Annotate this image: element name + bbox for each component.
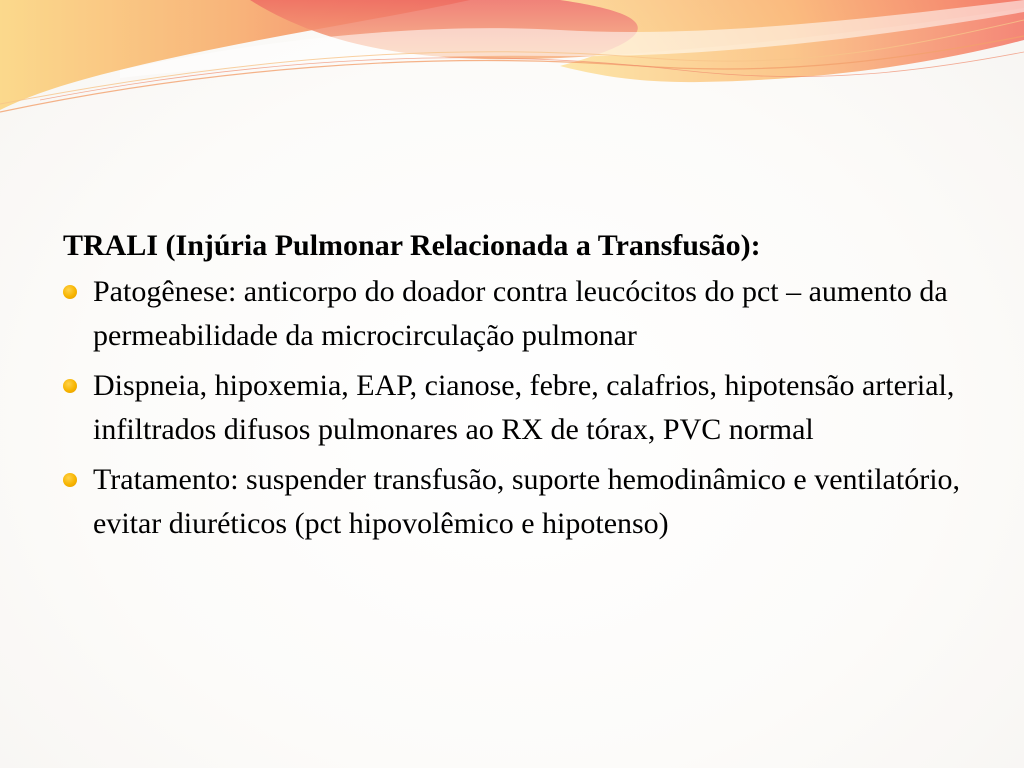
bullet-text: Tratamento: suspender transfusão, suporte hemodinâmico e ventilatório, evitar diuréticos (pct hipovolêmico e hipotenso) xyxy=(93,463,961,540)
list-item xyxy=(63,364,963,452)
bullet-dot-icon xyxy=(63,285,77,299)
slide-heading: TRALI (Injúria Pulmonar Relacionada a Transfusão): xyxy=(63,229,761,262)
list-item xyxy=(63,270,963,358)
bullet-text: Patogênese: anticorpo do doador contra leucócitos do pct – aumento da permeabilidade da microcirculação pulmonar xyxy=(93,275,948,352)
bullet-dot-icon xyxy=(63,379,77,393)
slide-content xyxy=(63,224,963,552)
bullet-text: Dispneia, hipoxemia, EAP, cianose, febre, calafrios, hipotensão arterial, infiltrados difusos pulmonares ao RX de tórax, PVC normal xyxy=(93,369,955,446)
bullet-dot-icon xyxy=(63,473,77,487)
list-item xyxy=(63,458,963,546)
header-wave-decoration xyxy=(0,0,1024,140)
bullet-list xyxy=(63,270,963,546)
